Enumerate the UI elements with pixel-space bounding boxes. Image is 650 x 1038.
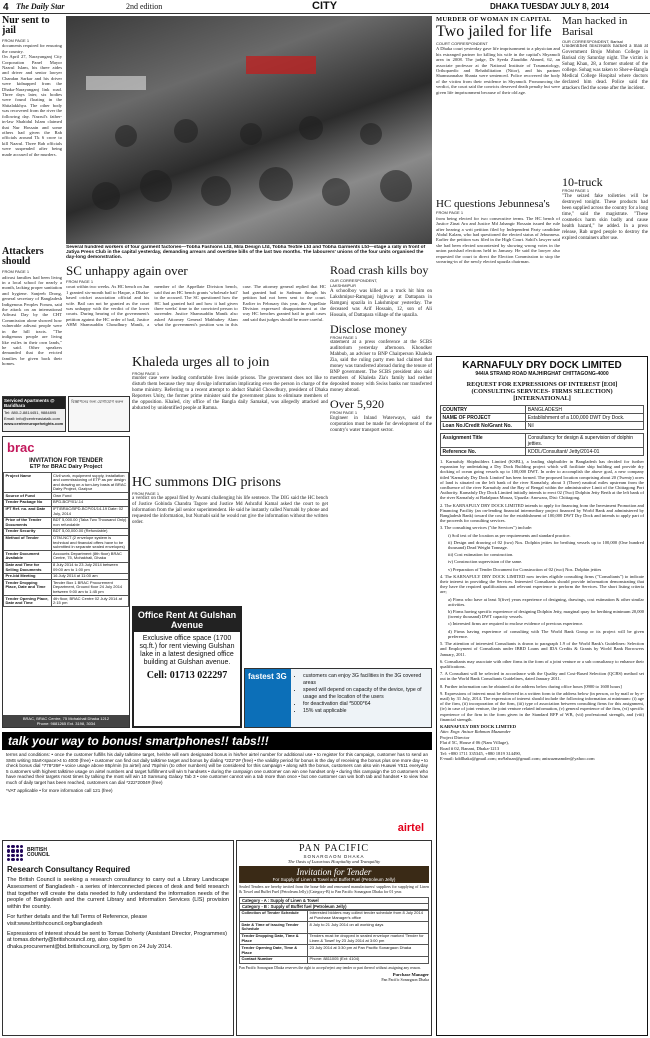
pp-sign: Purchase Manager (392, 972, 429, 978)
table-value-cell: 16 July 2014 at 11:00 am (51, 573, 129, 580)
pp-inv: Invitation for Tender (296, 867, 372, 877)
pp-cat-a: Category - A : Supply of Linen & Towel (239, 897, 429, 904)
ad-pan-pacific (236, 840, 432, 1036)
table-label-cell: Tender Dropping Place, Date and Time (4, 580, 52, 596)
kdl-signature (440, 724, 644, 762)
rally-photo (66, 16, 432, 244)
story-body: Unidentified miscreants hacked a man at Government Brojo Mohon College in Barisal city Saturday night. The victim is Sohag Khan, 28, a former student of the college. Sohag was taken to Sher-e-Bangla Medical College Hospital where doctors declared him dead. Police said the attackers fled the scene after the incident. (562, 44, 648, 92)
tender-title: INVITATION FOR TENDER (29, 458, 103, 464)
story-body: A Dhaka court yesterday gave life imprisonment to a physician and his estranged partner for killing his wife in the capital's Shyamoli area in 2008. The judge, Dr Syeda Ziauddin Ahmed, 62, an associate professor at the National Institute of Traumatology, Orthopaedic and Rehabilitation (Nitor), and his partner Shamsunnahar Shanta were sentenced. Police recovered the body of the victim from their residence in Shyamoli. Pronouncing the verdict, the court said the convicts deserved death penalty but were given life imprisonment because of their old age. (436, 46, 560, 95)
table-label-cell: Method of Tender (4, 535, 52, 551)
table-label-cell: Tender Dropping Date, Time & Place (240, 933, 308, 945)
table-value-cell: Interested bidders may collect tender schedule from 8 July 2014 at Purchase Manager's office (308, 910, 429, 922)
table-row (4, 517, 129, 528)
story-body: court within two weeks. As HC bench on Jun 1 granted six-month bail to Haque, a Dhaka-based cricket association official and his wife. Bail can not be granted as the court was unhappy with the verdict of the lower courts. During hearing of the government's petition against the HC order of bail, Justice AHM Shamsuddin Choudhury Manik, a member of the Appellate Division bench, said that an HC bench grants 'wholesale bail' to the accused. The SC questioned how the HC had granted bail and how it had given three weeks' time to the convicted person to surrender. Justice Shamsuddin Manik also asked Attorney General Mahbubey Alam what the government's position was in this case. The attorney general replied that HC had granted bail to Sadman though his petition had not been sent to the court. Earlier in February this year, the Appellate Division expressed disappointment at the way HC benches granted bail in graft cases and said that judges should be more careful. (66, 284, 326, 328)
ad-title: Serviced Apartments @ Baridhara (3, 397, 65, 409)
bc-logo-text-2: COUNCIL (27, 852, 50, 858)
headline-road: Road crash kills boy (330, 264, 429, 277)
table-value-cell: IFT/BRAC/BPD-BCP/01/14-19 Date: 02 July, 2014 (51, 506, 129, 517)
photo-caption: Several hundred workers of four garment factories—Tobha Fashions Ltd, Mila Design Ltd, Tobha Textile Ltd and Tobha Garments Ltd—stage a rally in front of Jatiya Press Club in the capital yesterday, demanding arrears and overtime bills of the last two months. The labourers' unions of the four units organised the day-long demonstration. (66, 245, 426, 261)
table-value-cell: Tenders must be dropped in sealed envelope marked 'Tender for Linen & Towel' by 23 July 2014 at 3:00 pm (308, 933, 429, 945)
kdl-paragraph: a) Firms who have at least 5(five) years experience of designing, drawings, cost estimation & other similar activities. (448, 596, 644, 607)
table-row (4, 473, 129, 493)
table-value-cell: 4th floor, BRAC Centre 02 July 2014 at 2:15 pm (51, 596, 129, 607)
kdl-paragraph: iii) Cost estimation for construction. (448, 552, 514, 558)
page-ref: FROM PAGE 1 (2, 38, 30, 43)
table-value-cell: Own Fund (51, 493, 129, 500)
table-row (4, 580, 129, 596)
sign-addr2: Road # 02, Banani, Dhaka-1213 (440, 745, 500, 751)
table-label-cell: Assignment Title (441, 434, 526, 448)
kdl-paragraph: 3. The consulting services ("the Services") include: (440, 525, 533, 531)
kdl-req2: (CONSULTING SERVICES- FIRMS SELECTION) (471, 388, 613, 395)
headline-hc: HC questions Jebunnesa's (436, 198, 550, 211)
table-label-cell: Price of the Tender Documents (4, 517, 52, 528)
table-label-cell: COUNTRY (441, 406, 526, 414)
story-lead: documents required for ensuring the country. (2, 43, 62, 54)
ad-bangla-text: বিজ্ঞাপনের জন্য যোগাযোগ করুন (71, 399, 124, 404)
brac-phone: Phone: 9881265 Ext. 3198, 3034 (36, 721, 96, 726)
table-label-cell: Tender Document Available (4, 551, 52, 562)
page-ref: FROM PAGE 1 (330, 410, 358, 416)
headline-attackers: Attackers should (2, 246, 44, 268)
table-value-cell: BDT 5,000.00 (Taka Two Thousand Only) non refundable (51, 517, 129, 528)
table-label-cell: IFT Ref. no. and Date (4, 506, 52, 517)
byline: OUR CORRESPONDENT, Barisal (562, 39, 623, 44)
column-right-a (436, 16, 560, 354)
pp-cat-b: Category - B : Supply of Buffet fuel (Petroleum Jelly) (239, 904, 429, 910)
table-label-cell: Project Name (4, 473, 52, 493)
headline-man: Man hacked in Barisal (562, 16, 628, 38)
kdl-assignment-table (440, 433, 644, 456)
story-body: adivasi families had been living in a local school for nearly a month, lacking proper sanitation and hygiene. Sanjeeb Drong, general secretary of Bangladesh Indigenous Peoples Forum, said the attack on an international Adivasi Day by the CHT Commission alone showed how vulnerable adivasi people were in the hill tracts. "The indigenous people are living like exiles in their own lands," he said. Other speakers demanded that the evicted families be given back their homes. (2, 274, 62, 367)
masthead: The Daily Star (16, 2, 65, 11)
ad-phone: Tel: 880-2-8814451, 9884895 (4, 410, 57, 415)
table-row (4, 573, 129, 580)
tender-table (3, 472, 129, 607)
page-number: 4 (3, 2, 9, 13)
kdl-paragraph: 6. Consultants may associate with other firms in the form of a joint venture or a sub consultancy to enhance their qualifications. (440, 658, 644, 669)
table-row (240, 945, 429, 957)
pp-logo: PAN PACIFIC (298, 843, 369, 854)
tender-subtitle: ETP for BRAC Dairy Project (29, 464, 103, 470)
sign-title: Project Director (440, 734, 470, 740)
ad-british-council (2, 840, 234, 1036)
kdl-paragraph: 7. A Consultant will be selected in accordance with the Quality and Cost-Based Selection (QCBS) method set out in the World Bank Consultants Guidelines, dated January 2011. (440, 671, 644, 682)
story-body: from being elected for two consecutive terms. The HC bench of Justice Zinat Ara and Justice Md Jahangir Hossain issued the rule after hearing a writ petition filed by Independent Party candidate Abdul Kalam, who had questioned the elected status of Jebunnesa. Earlier the petition was filed in the High Court. Sahil's lawyer said she had been elected uncontested by showing wrong votes in the union parishad elections held in January. He said the lawyer also requested the court to direct the Election Commission to stop the swearing-in of the newly elected upazila chairman. (436, 215, 560, 265)
page-header (0, 0, 650, 14)
story-sc (66, 264, 326, 354)
table-row (4, 596, 129, 607)
pp-intro: Sealed Tenders are hereby invited from the bona-fide and renowned manufacturers/ suppliers for supplying of Linen & Towel and Buffet Fuel (Petroleum Jelly) (Category-B) to Pan Pacific Sonargaon Dhaka for 01 year. (239, 884, 429, 894)
page-ref: FROM PAGE 1 (132, 371, 160, 376)
ad-airtel (2, 732, 432, 836)
airtel-headline: talk your way to bonus! smartphones!! tabs!!! (2, 732, 432, 750)
pp-sign2: Pan Pacific Sonargaon Dhaka (381, 977, 429, 983)
ad-office-rent (132, 606, 242, 728)
story-body: Engineer in Inland Waterways, said the corporation must be made for development of the country's water transport sector. (330, 415, 432, 433)
bc-title: Research Consultancy Required (7, 865, 131, 874)
ad-brac-tender (2, 436, 130, 728)
headline-sc: SC unhappy again over (66, 264, 188, 278)
airtel-terms: terms and conditions: • once the customer fulfills his daily talktime target, he/she will earn designated bonus in his/her airtel number for additional use • to register for this campaign, customer has to send an SMS writing Start<space>4 to 4000 (free) • customer can find out daily talktime target and bonus by dialing *222*2# (free) • the validity period for bonus is the day of receiving the bonus plus one more day • to check bonus dial *778*26# • voice usage above 85p/min (to airtel) and 75p/min (to other numbers) will be considered for this campaign • along with the bonus, customers can also win Huawei Y511 everyday 5 customers with highest talktime usage on airtel numbers and target fulfillment will win 5 handsets • during the campaign one customer can win one handset only • during this campaign the 10 customers who have reached their targets most times by talking the most will win 10 Samsung Galaxy Tab 3 • one customer cannot win a tab more than once • but one customer can win both tab and handset • to view how much of daily target has been reached, customers can dial *222*2004# (free) (6, 752, 428, 785)
table-row (4, 499, 129, 506)
page-ref: FROM PAGE 1 (330, 334, 358, 340)
office-cell: Cell: 01713 022297 (146, 670, 228, 681)
sign-company: KARNAFULY DRY DOCK LIMITED (440, 723, 517, 729)
table-value-cell: Accounts Department (8th floor) BRAC Centre, 75, Mohakhali, Dhaka (51, 551, 129, 562)
ad-serviced-apartments (2, 396, 66, 432)
headline-disclose: Disclose money (330, 321, 407, 336)
byline: OUR CORRESPONDENT, (330, 278, 378, 283)
story-khaleda (132, 356, 328, 476)
ad-email: Email: info@centreasiatalk.com (4, 416, 61, 421)
table-label-cell: Collection of Tender Schedule (240, 910, 308, 922)
story-body: a verdict on the appeal filed by Awami challenging his life sentence. The DIG said the HC bench of Justice Gobinda Chandra Tagore and Justice Md Ashraful Kamal asked the court to get information from the jail senior superintendent. He said he instantly called Nurnabi by phone and requested the information, but Nurnabi said he would not give the information without the written order. (132, 496, 328, 526)
table-label-cell: NAME OF PROJECT (441, 414, 526, 422)
sign-tel: Tel: +880 1711 335345, +880 1819 314490, (440, 750, 521, 756)
ad-karnafuly-eoi (436, 356, 648, 1036)
table-value-cell: BPD-BCP/01/-14 (51, 499, 129, 506)
story-body: On April 27, Narayanganj City Corporation Panel Mayor Nazrul Islam, his three aides and driver and senior lawyer Chandan Sarkar and his driver were kidnapped from the Dhaka-Narayanganj link road. Three days later, six bodies were found floating in the Shitalakkhya. The other body was recovered from the river the following day. Nazrul's father-in-law Shahidul Islam claimed that Nur Hossain and some others had given the Rab officials around Tk 6 crore to kill Nazrul. Three Rab officials were suspended after being made accused of the murders. (2, 54, 62, 157)
table-label-cell: Pre-bid Meeting (4, 573, 52, 580)
table-row (4, 506, 129, 517)
kdl-paragraph: v) Preparation of Tender Document for Construction of 02 (two) Nos. Dolphin jetties (448, 566, 602, 572)
table-value-cell: 8 July 2014 to 23 July 2014 between 09:00 am to 1:00 pm (51, 562, 129, 573)
ad-3g (244, 668, 432, 728)
table-row (240, 910, 429, 922)
table-row (4, 535, 129, 551)
kdl-paragraph: b) Firms having specific experience of designing Dolphin Jetty, marginal quay for berthing minimum 20,000 (twenty thousand) DWT capacity vessels. (448, 609, 644, 620)
kdl-paragraph: 2. The KARNAFULY DRY DOCK LIMITED intends to apply for financing from the Investment Promotion and Financing Facility (an on-lending financial intermediary project financed by World Bank and administered by Bangladesh Bank) toward the cost for the establishment of 100,000 DWT Dry Dock and intends to apply part of the proceeds for consulting services. (440, 502, 644, 524)
brac-address: BRAC, BRAC Centre, 75 Mohakhali Dhaka 1212 (22, 716, 110, 721)
pp-table (239, 910, 429, 964)
page-ref: FROM PAGE 1 (562, 188, 590, 194)
column-left (2, 16, 62, 394)
byline: COURT CORRESPONDENT (436, 41, 488, 46)
table-label-cell: Tender Package No (4, 499, 52, 506)
table-row (441, 406, 644, 414)
page-ref: FROM PAGE 1 (132, 491, 160, 496)
table-row (240, 956, 429, 963)
kdl-paragraph: 4. The KARNAFULY DRY DOCK LIMITED now invites eligible consulting firms ("Consultants") to indicate their interest in providing the Services. Interested Consultants should provide information demonstrating that they have the required qualifications and relevant experience to perform the Services. The short listing criteria are; (440, 573, 644, 595)
kdl-body (440, 459, 644, 722)
kdl-title: KARNAFULY DRY DOCK LIMITED (462, 360, 622, 371)
table-row (441, 414, 644, 422)
3g-bullet: • customers can enjoy 3G facilities in the 3G covered areas (303, 673, 429, 687)
story-body: A schoolboy was killed as a truck hit him on Lakshmipur-Ramganj highway at Dattapara in Ramganj upazila in Lakshmipur yesterday. The deceased was Arif Hossain, 12, son of Ali Hossain, of Dattapara village of the upazila. (330, 288, 432, 318)
pp-note: Pan Pacific Sonargaon Dhaka reserves the right to accept/reject any tender or part thereof without assigning any reason. (239, 965, 421, 970)
headline-hc-dig: HC summons DIG prisons (132, 476, 281, 490)
page-ref: FROM PAGE 1 (2, 269, 30, 275)
fastest-logo: fastest 3G (245, 669, 291, 728)
bc-logo-text-1: BRITISH (27, 846, 47, 853)
table-row (4, 551, 129, 562)
sign-attn: Attn: Engr. Anisur Rahman Mazumder (440, 729, 511, 735)
kdl-address: 944/A STRAND ROAD MAJHIRGHAT CHITTAGONG-4000 (475, 371, 609, 377)
column-right-b (562, 16, 648, 354)
3g-bullet: • speed will depend on capacity of the device, type of usage and the location of the users (303, 687, 429, 701)
bc-deadline: Expressions of interest should be sent to Tomas Doherty (Assistant Director, Programmes) at tomas.doherty@britishcouncil.org, also copied to dhaka.procurement@bd.britishcouncil.org, by 5pm on 24 July 2014. (7, 930, 227, 951)
ad-website: www.centreeuropeheights.com (4, 421, 64, 426)
kdl-paragraph: d) Firms having experience of consulting with The World Bank Group or its project will be given preference. (448, 628, 644, 639)
3g-bullet: • for deactivation dial *5000*64 (303, 701, 429, 708)
story-body: "The seized fake toiletries will be destroyed tonight. These products had been supplied across the country for a long time," said the magistrate. "These cosmetics harm skin badly and cause health hazard," he added. In a press release, Rab urged people to destroy the expired containers after use. (562, 193, 648, 241)
table-value-cell: Tender Box 1 BRAC Procurement Department, Ground floor 24 July 2014 between 9:00 am to 1:45 pm (51, 580, 129, 596)
kdl-paragraph: 8. Further information can be obtained at the address below during office hours [0900 to 1600 hours] (440, 683, 622, 689)
table-value-cell: 8 July to 21 July 2014 on all working days (308, 922, 429, 934)
column-mid-right (330, 264, 432, 672)
table-value-cell: BDT 5,00,000.00 (Refundable) (51, 528, 129, 535)
airtel-logo: airtel (397, 822, 424, 834)
story-hc-dig (132, 476, 328, 554)
kdl-paragraph: 1. Karnafuly Shipbuilders Limited (KSBL), a leading shipbuilder in Bangladesh has decided for further expansion by undertaking a Dry Dock Building project which will facilitate ship building and provide dry docking of ocean going vessels up to 100,000 DWT. In order to accomplish the above goal, a new company titled 'Karnafuly Dry Dock Limited' has been formed. The proposed location comprising about 20 (Twenty) acres of land is situated on the left bank of the river Karnafuly, about 3 (Three) nautical miles upstream from the confluence of the river Karnafuly and the Bay of Bengal within the administrative Limit of the Chittagong Port Authority. Karnafuly Dry Dock Limited initially intends to erect 02 (Two) Dolphin Jetty Berth at the left bank of the river Karnafuly at Badalpura Mouza, Upazila: Anowara, Dist: Chittagong. (440, 459, 644, 501)
table-value-cell: Establishment of a 100,000 DWT Dry Dock. (526, 414, 644, 422)
page-ref: FROM PAGE 1 (436, 210, 464, 216)
sign-email: E-mail: kddlbaka@gmail.com; mr9ahsan@gmail.com; anisrazmamder@yahoo.com (440, 756, 595, 762)
kdl-project-table (440, 405, 644, 430)
table-value-cell: Civil work, equipment supply, installation and commissioning of ETP as per design and drawing on a turn-key basis at BRAC Dairy Project, Gazipur (51, 473, 129, 493)
office-body: Exclusive office space (1700 sq.ft.) for rent viewing Gulshan lake in a latest designed office building at Gulshan avenue. (139, 635, 235, 666)
headline-10-truck: 10-truck (562, 175, 603, 190)
table-row (4, 528, 129, 535)
table-label-cell: Date & Time of issuing Tender Schedule (240, 922, 308, 934)
kdl-paragraph: 9. Expressions of interest must be delivered in a written form to the address below (in person, or by mail or by e-mail) by 31 July, 2014. The expression of interest should include the following information at minimum: (i) age of the firm, (ii) incorporation of the firm, (iii) type of association between consulting firms for this assignment, (iv) in case of joint venture, the joint venture related information, (v) general experience of the firm, (vi) specific experience of the firm in the form given in the Standard RFP of WB, (vii) professional strength, and (viii) financial strength. (440, 690, 644, 722)
table-label-cell: Tender Opening Place, Date and Time (4, 596, 52, 607)
brac-logo: brac (7, 440, 35, 455)
kdl-paragraph: 5. The attention of interested Consultants is drawn to paragraph 1.9 of the World Bank's Guidelines: Selection and Employment of Consultants under IBRD Loans and IDA Credits & Grants by World Bank Borrowers January, 2011. (440, 641, 644, 657)
kdl-paragraph: ii) Design and drawing of 02 (two) Nos. Dolphin jetties for berthing vessels up to 100,000 (One hundred thousand) Dead Weight Tonnage. (448, 539, 644, 551)
bc-details: For further details and the full Terms of Reference, please visit:www.britishcouncil.org/bangladesh (7, 913, 148, 927)
pp-for: For Supply of Linen & Towel and Buffet Fuel (Petroleum Jelly) (272, 877, 396, 882)
3g-bullets (297, 673, 429, 715)
table-value-cell: Consultancy for design & supervision of dolphin jetties. (526, 434, 644, 448)
table-label-cell: Reference No. (441, 448, 526, 456)
table-row (4, 562, 129, 573)
crowd-image (66, 16, 432, 244)
pp-sub: SONARGAON DHAKA (303, 854, 365, 859)
3g-bullet: • 15% vat applicable (303, 708, 429, 715)
kdl-req3: [INTERNATIONAL] (513, 395, 571, 402)
table-value-cell: BANGLADESH (526, 406, 644, 414)
story-body: murder case were leading comfortable lives inside prisons. The government does not like to disturb them because they may divulge information implicating even the person in charge of the home ministry. Referring to a recent attempt to abduct Shahid Chowdhury, president of Dhaka Reporters Unity, the former prime minister said the government plans to eliminate members of the opposition. Khaled, city office of the Bangla daily Samakal, was allegedly attacked and abducted by unidentified people at Ramna. (132, 376, 328, 412)
table-row (240, 922, 429, 934)
airtel-vat: *VAT applicable • for more information call 121 (free) (6, 787, 113, 793)
table-value-cell: 23 July 2014 at 3:30 pm at Pan Pacific Sonargaon Dhaka (308, 945, 429, 957)
table-row (441, 422, 644, 430)
headline-nur: Nur sent to jail (2, 16, 50, 36)
section-name: CITY (312, 0, 338, 12)
table-row (240, 933, 429, 945)
table-value-cell: KDDL/Consultant/ Jetty/2014-01 (526, 448, 644, 456)
table-value-cell: Nil (526, 422, 644, 430)
ad-bangla (68, 396, 130, 432)
table-row (441, 448, 644, 456)
table-label-cell: Date and Time for Selling Documents (4, 562, 52, 573)
kdl-paragraph: c) Interested firms are required to enclose evidence of previous experience. (448, 621, 584, 627)
table-label-cell: Contact Number (240, 956, 308, 963)
table-row (441, 434, 644, 448)
table-label-cell: Tender Opening Date, Time & Place (240, 945, 308, 957)
british-council-logo-icon (7, 845, 23, 861)
kdl-paragraph: iv) Construction supervision of the same. (448, 559, 523, 565)
kdl-req1: REQUEST FOR EXPRESSIONS OF INTEREST [EOI] (466, 381, 618, 388)
table-label-cell: Loan No./Credit No/Grant No. (441, 422, 526, 430)
headline-over: Over 5,920 (330, 397, 384, 412)
table-label-cell: Tender Security (4, 528, 52, 535)
table-row (4, 493, 129, 500)
dateline: DHAKA TUESDAY JULY 8, 2014 (490, 2, 609, 11)
kdl-paragraph: i) Soil test of the location as per requirements and standard practice. (448, 532, 571, 538)
table-value-cell: Phone: 8811005 (Ext: 4104) (308, 956, 429, 963)
page-ref: FROM PAGE 1 (66, 279, 94, 284)
sign-addr1: Flat # 5C, House # 06 (Nam Village), (440, 740, 509, 746)
edition-label: 2nd edition (126, 2, 163, 11)
table-label-cell: Source of Fund (4, 493, 52, 500)
headline-murder: Two jailed for life (436, 23, 552, 40)
dateline-place: LAKSHMIPUR (330, 283, 357, 289)
story-body: statement at a press conference at the SCBS auditorium yesterday afternoon. Khondker Mahbub, an adviser to BNP Chairperson Khaleda Zia, said the ruling party men had claimed that money was transferred abroad during the tenure of BNP government. The SCBS president also said members of Khaleda Zia's family had neither deposited money with Swiss banks nor transferred money abroad. (330, 340, 432, 394)
pp-tagline: The Oasis of Luxurious Hospitality and Tranquility (287, 859, 381, 864)
office-title: Office Rent At Gulshan Avenue (134, 608, 240, 632)
table-value-cell: OTM-NCT (2 envelope system is technical and financial offers have to be submitted in separate sealed envelopes) (51, 535, 129, 551)
murder-kicker: MURDER OF WOMAN IN CAPITAL (436, 16, 552, 23)
headline-khaleda: Khaleda urges all to join (132, 356, 270, 370)
bc-body: The British Council is seeking a research consultancy to carry out a Library Landscape Assessment of Bangladesh - a series of interconnected pieces of desk and field research that together will create the data needed to fully understand the information needs of the people of Bangladesh and the current Library and Information Services (LIS) provision within the country. (7, 877, 229, 911)
